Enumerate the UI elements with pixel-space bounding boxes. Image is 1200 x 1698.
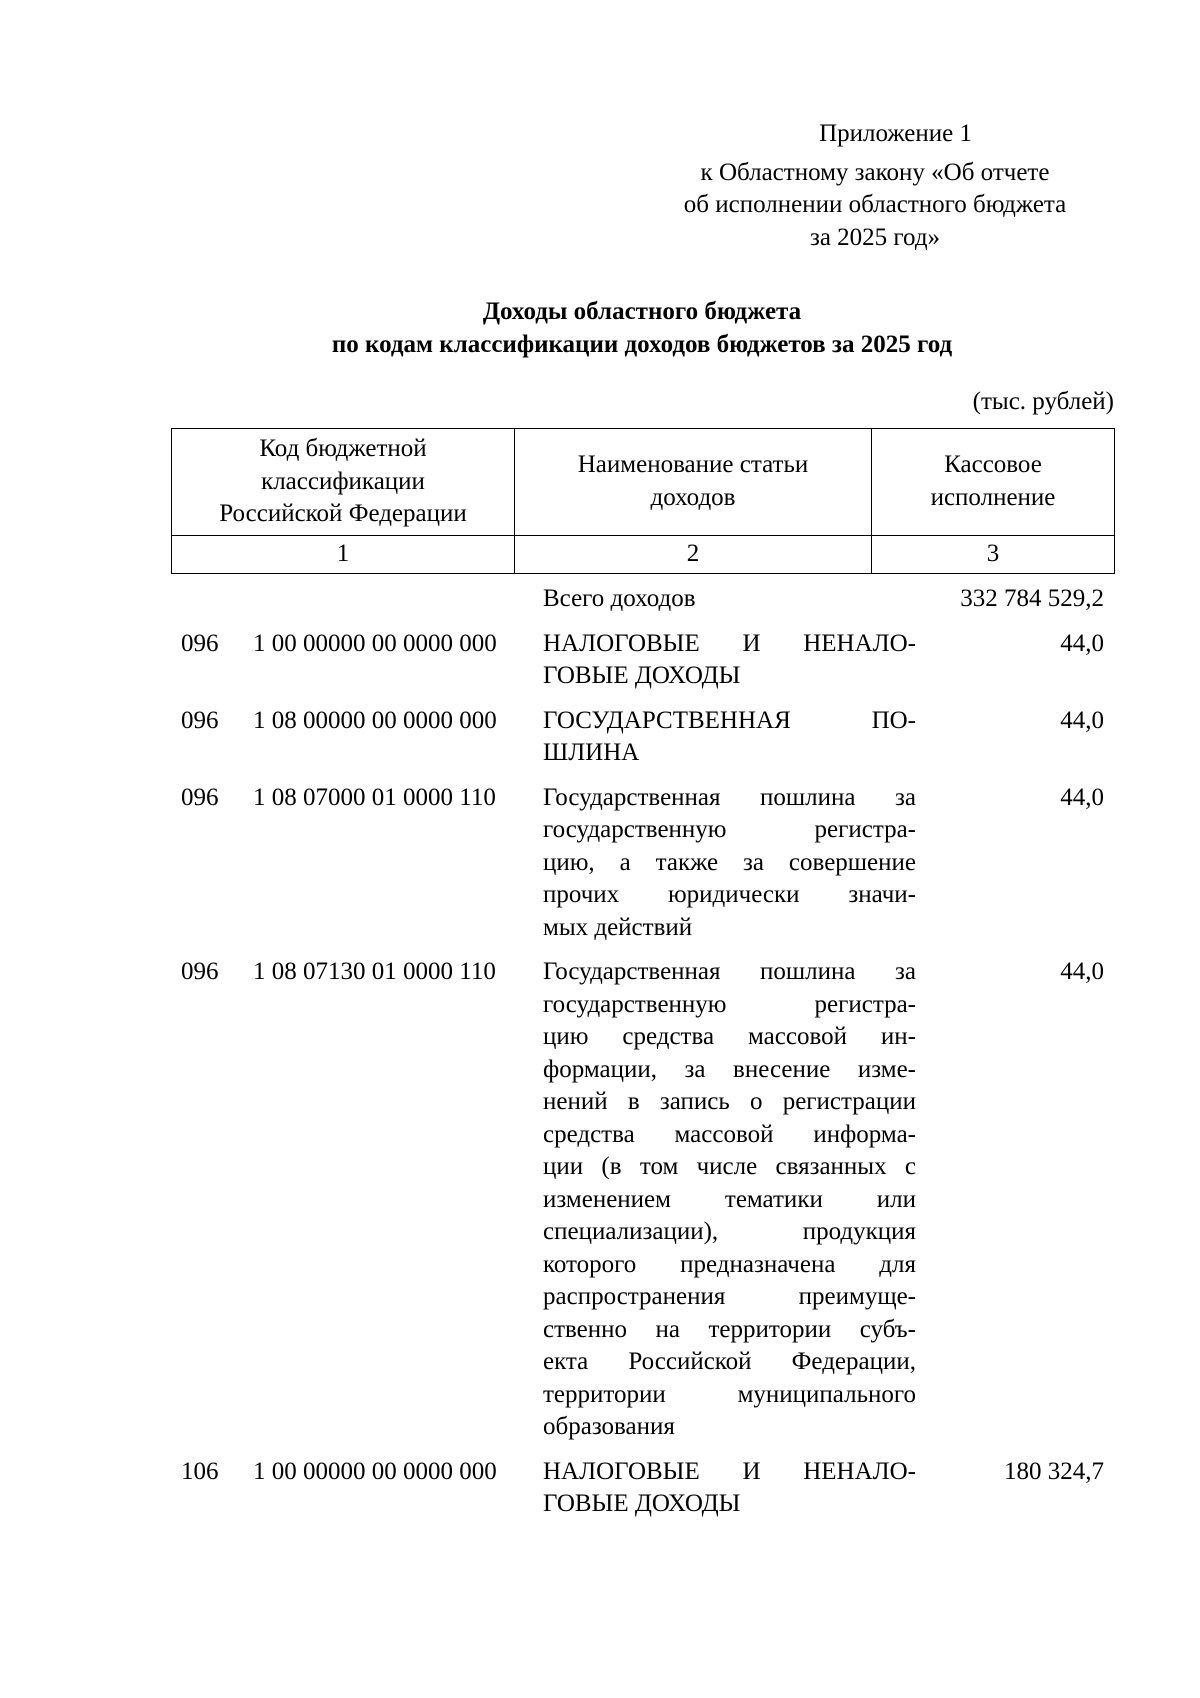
budget-code-cell	[241, 583, 531, 616]
column-number-row	[172, 535, 1115, 573]
amount-cell: 44,0	[1060, 783, 1104, 811]
header-text: исполнение	[930, 483, 1056, 511]
header-text: Наименование статьи	[577, 451, 809, 479]
income-name-line: которого предназначена для	[543, 1250, 916, 1278]
table-row	[171, 583, 1114, 616]
income-table-body	[171, 583, 1114, 1533]
income-name-cell	[531, 628, 916, 693]
budget-code-cell: 1 00 00000 00 0000 000	[253, 629, 497, 657]
income-name-line: государственную регистра-	[543, 816, 916, 843]
income-name-cell	[531, 782, 916, 945]
income-name-line: ГОВЫЕ ДОХОДЫ	[543, 662, 741, 689]
header-text: классификации	[261, 467, 425, 495]
admin-code-cell: 096	[181, 629, 219, 657]
units-note: (тыс. рублей)	[972, 388, 1114, 415]
budget-code-cell: 1 08 07000 01 0000 110	[253, 783, 496, 811]
column-number: 1	[172, 535, 515, 573]
amount-cell: 44,0	[1060, 629, 1104, 657]
admin-code-cell: 096	[181, 706, 219, 734]
income-name-line: цию, а также за совершение	[543, 848, 916, 876]
income-name-line: ственно на территории субъ-	[543, 1315, 916, 1343]
income-name-line: НАЛОГОВЫЕ И НЕНАЛО-	[543, 629, 916, 657]
header-cell-name	[515, 429, 872, 536]
income-name-line: распространения преимуще-	[543, 1283, 916, 1310]
income-name-line: нений в запись о регистрации	[543, 1088, 916, 1115]
header-text: Кассовое	[944, 451, 1042, 479]
income-name-cell	[531, 705, 916, 770]
admin-code-cell: 096	[181, 783, 219, 811]
income-name-line: цию средства массовой ин-	[543, 1023, 916, 1050]
appendix-header	[650, 118, 1100, 254]
income-name-line: изменением тематики или	[543, 1185, 916, 1213]
table-row	[171, 705, 1114, 770]
header-text: Российской Федерации	[219, 500, 467, 527]
income-name-line: ции (в том числе связанных с	[543, 1153, 916, 1180]
admin-code-cell: 096	[181, 958, 219, 985]
income-name-line: территории муниципального	[543, 1380, 916, 1408]
header-text: доходов	[650, 483, 736, 511]
income-name-line: образования	[543, 1413, 675, 1440]
document-title	[170, 296, 1114, 361]
appendix-line: к Областному закону «Об отчете	[700, 158, 1050, 186]
income-name-line: государственную регистра-	[543, 990, 916, 1018]
header-cell-amount	[872, 429, 1115, 536]
income-name-line: Государственная пошлина за	[543, 958, 916, 985]
income-name-line: НАЛОГОВЫЕ И НЕНАЛО-	[543, 1457, 916, 1485]
document-title-line: Доходы областного бюджета	[482, 298, 802, 325]
table-row	[171, 956, 1114, 1444]
table-row	[171, 628, 1114, 693]
income-name-line: мых действий	[543, 913, 693, 941]
admin-code-cell	[171, 583, 241, 616]
income-name-line: екта Российской Федерации,	[543, 1348, 916, 1375]
income-name-line: прочих юридически значи-	[543, 881, 916, 908]
appendix-line: за 2025 год»	[809, 223, 941, 251]
income-name-cell	[531, 1456, 916, 1521]
income-name-line: средства массовой информа-	[543, 1120, 916, 1148]
income-name-line: ГОСУДАРСТВЕННАЯ ПО-	[543, 706, 916, 734]
admin-code-cell: 106	[181, 1457, 219, 1485]
amount-cell: 332 784 529,2	[960, 585, 1104, 612]
column-number: 3	[872, 535, 1115, 573]
appendix-line: об исполнении областного бюджета	[683, 191, 1067, 218]
income-name-line: специализации), продукция	[543, 1218, 916, 1245]
income-name-cell	[531, 583, 916, 616]
income-table-header	[171, 428, 1115, 574]
column-number: 2	[515, 535, 872, 573]
income-name-line: формации, за внесение изме-	[543, 1055, 916, 1083]
income-name-cell	[531, 956, 916, 1444]
budget-code-cell: 1 00 00000 00 0000 000	[253, 1457, 497, 1485]
document-title-line: по кодам классификации доходов бюджетов за 2025 год	[331, 330, 953, 358]
amount-cell: 44,0	[1060, 958, 1104, 985]
table-row	[171, 1456, 1114, 1521]
header-text: Код бюджетной	[259, 435, 427, 462]
budget-code-cell: 1 08 07130 01 0000 110	[253, 958, 496, 985]
income-name-line: Государственная пошлина за	[543, 783, 916, 811]
table-row	[171, 782, 1114, 945]
amount-cell: 180 324,7	[1004, 1457, 1104, 1485]
amount-cell: 44,0	[1060, 706, 1104, 734]
header-cell-code	[172, 429, 515, 536]
header-row	[172, 429, 1115, 536]
budget-code-cell: 1 08 00000 00 0000 000	[253, 706, 497, 734]
income-name-line: ШЛИНА	[543, 739, 640, 766]
income-name-line: ГОВЫЕ ДОХОДЫ	[543, 1490, 741, 1517]
appendix-label: Приложение 1	[819, 120, 972, 147]
income-name-line: Всего доходов	[543, 585, 696, 612]
